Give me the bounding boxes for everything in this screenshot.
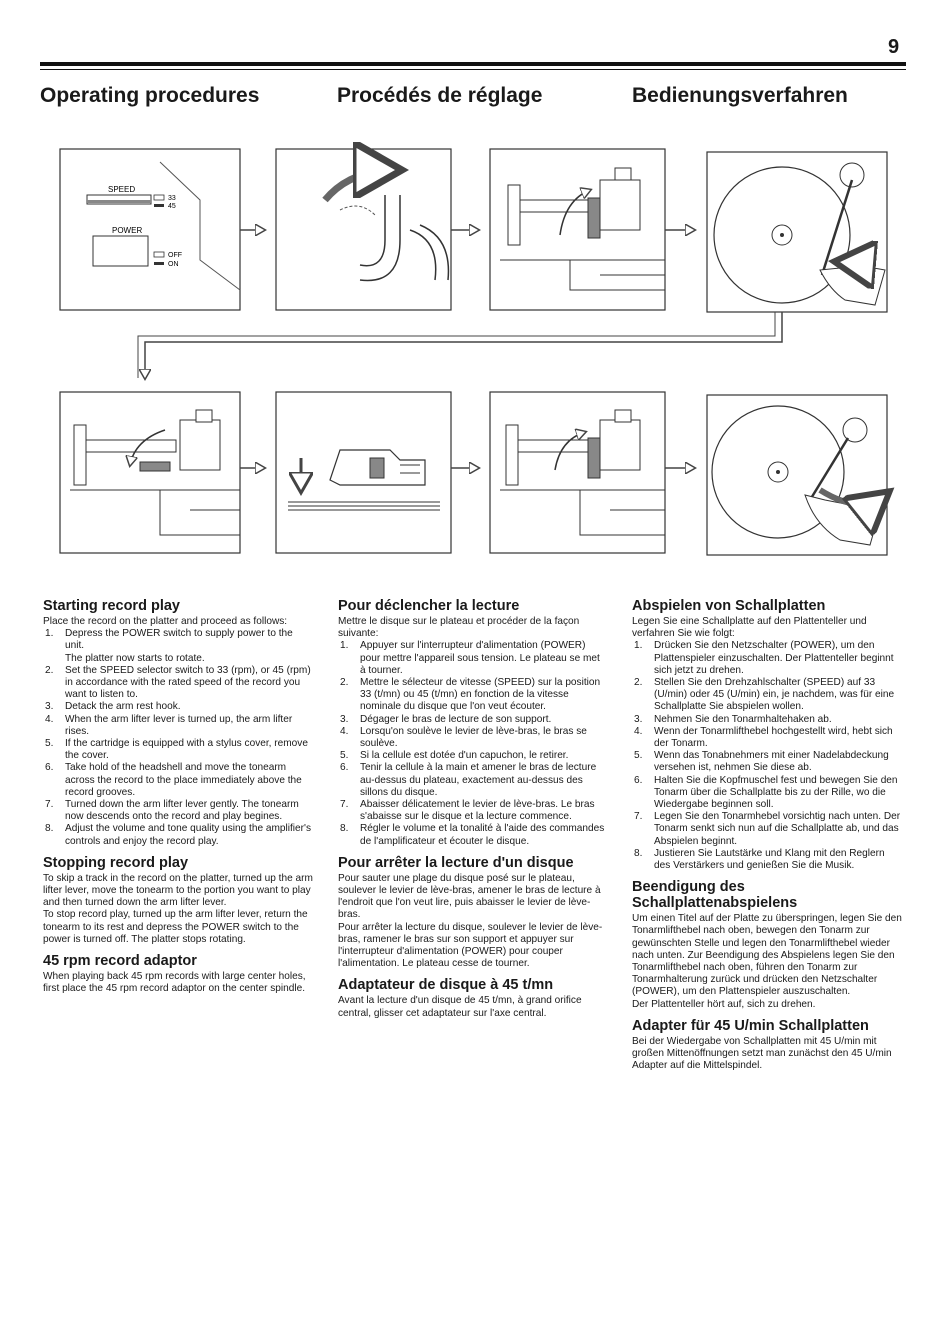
title-french: Procédés de réglage (337, 84, 543, 107)
header-rule-thin (40, 69, 906, 70)
list-item: 2. Stellen Sie den Drehzahlschalter (SPEED) auf 33 (U/min) oder 45 (U/min) ein, je nachdem, was für eine Schallplatte Sie abspielen wollen. (634, 677, 895, 713)
list-item: 3. Detack the arm rest hook. (45, 701, 181, 713)
panel-arm-rest-hook (276, 149, 451, 310)
stopping-para-2-en: To stop record play, turned up the arm lifter lever, return the tonearm to its rest and depress the POWER switch to the power is turned off. The platter stops rotating. (43, 909, 308, 945)
list-item: 5. Si la cellule est dotée d'un capuchon, le retirer. (340, 750, 569, 762)
list-item: 3. Dégager le bras de lecture de son support. (340, 713, 552, 725)
list-item: 8. Adjust the volume and tone quality using the amplifier's controls and enjoy the record play. (45, 823, 312, 847)
title-german: Bedienungsverfahren (632, 84, 848, 107)
list-item: 7. Legen Sie den Tonarmhebel vorsichtig nach unten. Der Tonarm senkt sich nun auf die Schallplatte ab, und das Abspielen beginnt. (634, 811, 901, 847)
heading-stopping-fr: Pour arrêter la lecture d'un disque (338, 854, 574, 871)
list-item: 6. Tenir la cellule à la main et amener le bras de lecture au-dessus du plateau, exactement au-dessus des sillons du disque. (340, 762, 597, 798)
list-item: 1. Depress the POWER switch to supply power to the unit. The platter now starts to rotate. (45, 628, 293, 664)
heading-adaptor-de: Adapter für 45 U/min Schallplatten (632, 1017, 869, 1034)
page-number: 9 (888, 36, 900, 58)
list-item: 4. Wenn der Tonarmlifthebel hochgestellt wird, hebt sich der Tonarm. (634, 725, 893, 750)
list-item: 3. Nehmen Sie den Tonarmhaltehaken ab. (634, 713, 832, 725)
heading-starting-en: Starting record play (43, 598, 180, 614)
list-item: 6. Take hold of the headshell and move the tonearm across the record to the place immediately above the record grooves. (45, 762, 302, 798)
stopping-para-2-de: Der Plattenteller hört auf, sich zu drehen. (632, 998, 816, 1010)
list-item: 1. Appuyer sur l'interrupteur d'alimentation (POWER) pour mettre l'appareil sous tension. Le plateau se met à tourner. (340, 640, 600, 676)
panel-arm-lifter-down (60, 392, 240, 553)
panel-arm-lifter-lever (490, 392, 665, 553)
list-item: 7. Abaisser délicatement le levier de lève-bras. Le bras s'abaisse sur le disque et la lecture commence. (340, 799, 595, 823)
heading-stopping-de: Beendigung des Schallplattenabspielens (632, 879, 798, 912)
panel-power-speed (60, 149, 240, 310)
heading-stopping-en: Stopping record play (43, 854, 189, 871)
procedure-diagram (40, 140, 906, 570)
panel-move-tonearm (707, 152, 887, 312)
power-off-label: OFF (168, 252, 182, 259)
stopping-para-1-en: To skip a track in the record on the platter, turned up the arm lifter lever, move the tonearm to the portion you want to play and then turned down the arm lifter lever. (43, 872, 313, 909)
power-label: POWER (112, 226, 143, 235)
heading-adaptor-en: 45 rpm record adaptor (43, 953, 197, 970)
speed-33-label: 33 (168, 195, 176, 202)
heading-starting-fr: Pour déclencher la lecture (338, 598, 520, 614)
column-english (43, 598, 313, 995)
list-item: 4. When the arm lifter lever is turned up, the arm lifter rises. (45, 713, 293, 737)
stopping-para-2-fr: Pour arrêter la lecture du disque, soulever le levier de lève-bras, ramener le bras sur son support et appuyer sur l'interrupteur d'alimentation (POWER) pour couper l'alimentation. Le plateau cesse de tourner. (338, 921, 603, 970)
intro-en: Place the record on the platter and proceed as follows: (43, 616, 288, 627)
adaptor-para-en: When playing back 45 rpm records with large center holes, first place the 45 rpm record adaptor on the center spindle. (43, 971, 306, 995)
power-on-label: ON (168, 261, 179, 268)
list-item: 4. Lorsqu'on soulève le levier de lève-bras, le bras se soulève. (340, 725, 587, 750)
header-rule (40, 62, 906, 66)
list-item: 8. Justieren Sie Lautstärke und Klang mit den Reglern des Verstärkers und genießen Sie die Musik. (634, 847, 885, 872)
column-french (338, 598, 608, 1020)
list-item: 8. Régler le volume et la tonalité à l'aide des commandes de l'amplificateur et écouter le disque. (340, 823, 605, 847)
stopping-para-1-de: Um einen Titel auf der Platte zu überspringen, legen Sie den Tonarmlifthebel nach oben, bewegen den Tonarm zur gewünschten Stelle und legen den Tonarmlifthebel wieder nach unten. Zur Beendigung des Abspielens legen Sie den Tonarmlifthebel nach oben, führen den Tonarm zur Tonarmhalterung zurück und drücken den Netzschalter (POWER), um den Plattenspieler auszuschalten. (632, 913, 902, 998)
stopping-para-1-fr: Pour sauter une plage du disque posé sur le plateau, soulever le levier de lève-bras, amener le bras de lecture à l'endroit que l'on veut lire, puis abaisser le levier de lève-bras. (338, 872, 601, 921)
speed-label: SPEED (108, 185, 136, 194)
intro-fr: Mettre le disque sur le plateau et procéder de la façon suivante: (338, 616, 580, 640)
list-item: 5. Wenn das Tonabnehmers mit einer Nadelabdeckung versehen ist, nehmen Sie diese ab. (634, 750, 889, 774)
steps-de (632, 640, 902, 872)
list-item: 6. Halten Sie die Kopfmuschel fest und bewegen Sie den Tonarm über die Schallplatte bis zu der Rille, wo die Wiedergabe beginnen soll. (634, 774, 898, 811)
panel-cartridge-descends (276, 392, 451, 553)
panel-arm-lifter-up (490, 149, 665, 310)
column-german (632, 598, 902, 1073)
heading-starting-de: Abspielen von Schallplatten (632, 598, 826, 614)
list-item: 2. Mettre le sélecteur de vitesse (SPEED) sur la position 33 (t/mn) ou 45 (t/mn) en fonction de la vitesse nominale du disque que l'on veut écouter. (340, 677, 601, 713)
steps-en (43, 628, 313, 848)
adaptor-para-de: Bei der Wiedergabe von Schallplatten mit 45 U/min mit großen Mittenöffnungen setzt man zunächst den 45 U/min Adapter auf die Mittelspindel. (632, 1035, 892, 1072)
adaptor-para-fr: Avant la lecture d'un disque de 45 t/mn, à grand orifice central, glisser cet adaptateur sur l'axe central. (338, 995, 582, 1019)
heading-adaptor-fr: Adaptateur de disque à 45 t/mn (338, 977, 554, 994)
list-item: 1. Drücken Sie den Netzschalter (POWER), um den Plattenspieler einzuschalten. Der Plattenteller beginnt sich jetzt zu drehen. (634, 640, 894, 676)
list-item: 2. Set the SPEED selector switch to 33 (rpm), or 45 (rpm) in accordance with the rated speed of the record you want to listen to. (45, 664, 311, 701)
list-item: 5. If the cartridge is equipped with a stylus cover, remove the cover. (45, 738, 308, 762)
speed-45-label: 45 (168, 203, 176, 210)
steps-fr (338, 640, 608, 847)
panel-play-begins (707, 395, 887, 555)
list-item: 7. Turned down the arm lifter lever gently. The tonearm now descends onto the record and play begines. (45, 799, 299, 823)
intro-de: Legen Sie eine Schallplatte auf den Plattenteller und verfahren Sie wie folgt: (632, 616, 867, 640)
arrow-row-connector (145, 312, 782, 378)
title-english: Operating procedures (40, 84, 260, 107)
